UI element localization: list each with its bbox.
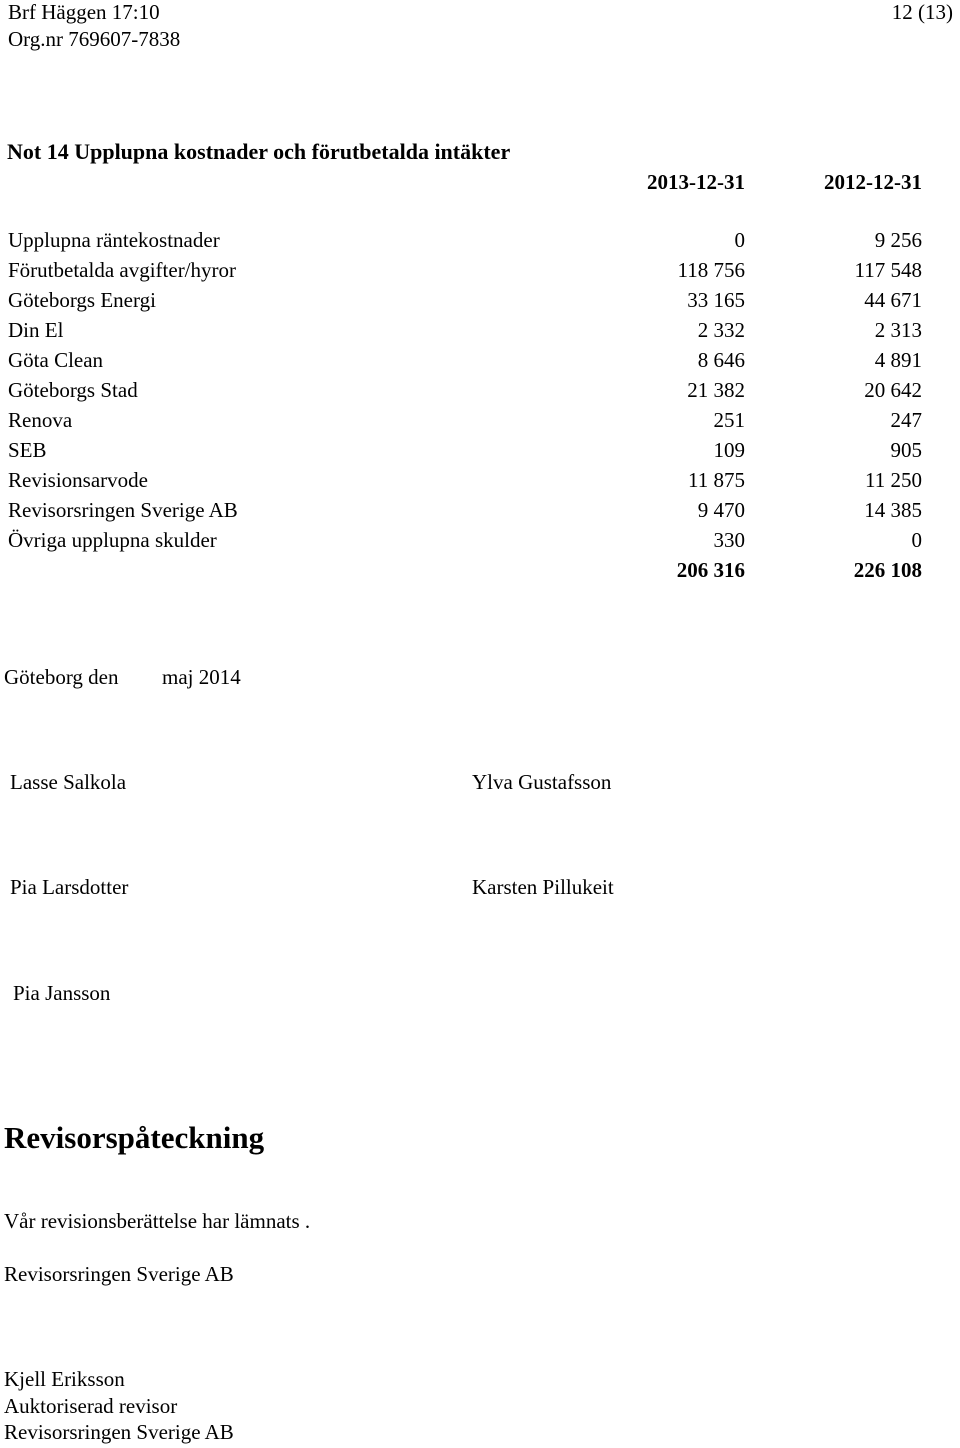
column-header-2012: 2012-12-31 xyxy=(824,170,922,194)
row-label: Renova xyxy=(8,408,73,432)
total-row xyxy=(0,560,960,590)
accruals-table xyxy=(0,230,960,590)
value-2012: 4 891 xyxy=(874,348,922,372)
value-2012: 11 250 xyxy=(865,468,922,492)
value-2012: 905 xyxy=(890,438,922,462)
value-2013: 109 xyxy=(713,438,745,462)
row-label: Övriga upplupna skulder xyxy=(8,528,217,552)
row-label: Revisorsringen Sverige AB xyxy=(8,498,238,522)
association-name: Brf Häggen 17:10 xyxy=(8,0,160,24)
total-2012: 226 108 xyxy=(853,558,922,582)
value-2013: 33 165 xyxy=(687,288,745,312)
table-row xyxy=(0,230,960,260)
row-label: SEB xyxy=(8,438,47,462)
value-2012: 9 256 xyxy=(874,228,922,252)
column-header-2013: 2013-12-31 xyxy=(647,170,745,194)
auditor-name: Kjell Eriksson xyxy=(4,1367,125,1391)
table-row xyxy=(0,500,960,530)
row-label: Göteborgs Stad xyxy=(8,378,138,402)
value-2012: 117 548 xyxy=(854,258,922,282)
auditor-section-title: Revisorspåteckning xyxy=(4,1120,265,1155)
signatory-name: Lasse Salkola xyxy=(10,770,127,794)
signatory-name: Pia Larsdotter xyxy=(10,875,129,899)
table-row xyxy=(0,290,960,320)
signatory-name: Pia Jansson xyxy=(13,981,111,1005)
signing-place: Göteborg den xyxy=(4,665,119,689)
auditor-firm-footer: Revisorsringen Sverige AB xyxy=(4,1420,234,1444)
table-row xyxy=(0,260,960,290)
value-2013: 9 470 xyxy=(697,498,745,522)
value-2013: 2 332 xyxy=(697,318,745,342)
value-2013: 21 382 xyxy=(687,378,745,402)
note-title: Not 14 Upplupna kostnader och förutbetalda intäkter xyxy=(7,139,511,164)
row-label: Upplupna räntekostnader xyxy=(8,228,220,252)
total-2013: 206 316 xyxy=(676,558,745,582)
document-header xyxy=(8,2,180,56)
value-2013: 8 646 xyxy=(697,348,745,372)
row-label: Förutbetalda avgifter/hyror xyxy=(8,258,237,282)
table-row xyxy=(0,440,960,470)
value-2013: 251 xyxy=(713,408,745,432)
auditor-role: Auktoriserad revisor xyxy=(4,1394,178,1418)
row-label: Din El xyxy=(8,318,64,342)
value-2012: 247 xyxy=(890,408,922,432)
auditor-statement: Vår revisionsberättelse har lämnats . xyxy=(4,1209,311,1233)
table-row xyxy=(0,530,960,560)
table-row xyxy=(0,470,960,500)
value-2012: 2 313 xyxy=(874,318,922,342)
value-2013: 330 xyxy=(713,528,745,552)
table-row xyxy=(0,320,960,350)
auditor-firm: Revisorsringen Sverige AB xyxy=(4,1262,234,1286)
row-label: Göteborgs Energi xyxy=(8,288,156,312)
table-row xyxy=(0,350,960,380)
value-2013: 0 xyxy=(734,228,745,252)
signatory-name: Karsten Pillukeit xyxy=(472,875,614,899)
value-2012: 14 385 xyxy=(864,498,922,522)
value-2012: 44 671 xyxy=(864,288,922,312)
page-number: 12 (13) xyxy=(891,0,953,24)
value-2013: 11 875 xyxy=(688,468,745,492)
row-label: Revisionsarvode xyxy=(8,468,148,492)
signatory-name: Ylva Gustafsson xyxy=(472,770,612,794)
signing-date: maj 2014 xyxy=(162,665,241,689)
org-number: Org.nr 769607-7838 xyxy=(8,27,181,51)
value-2012: 0 xyxy=(911,528,922,552)
value-2013: 118 756 xyxy=(677,258,745,282)
table-row xyxy=(0,410,960,440)
row-label: Göta Clean xyxy=(8,348,104,372)
table-row xyxy=(0,380,960,410)
value-2012: 20 642 xyxy=(864,378,922,402)
